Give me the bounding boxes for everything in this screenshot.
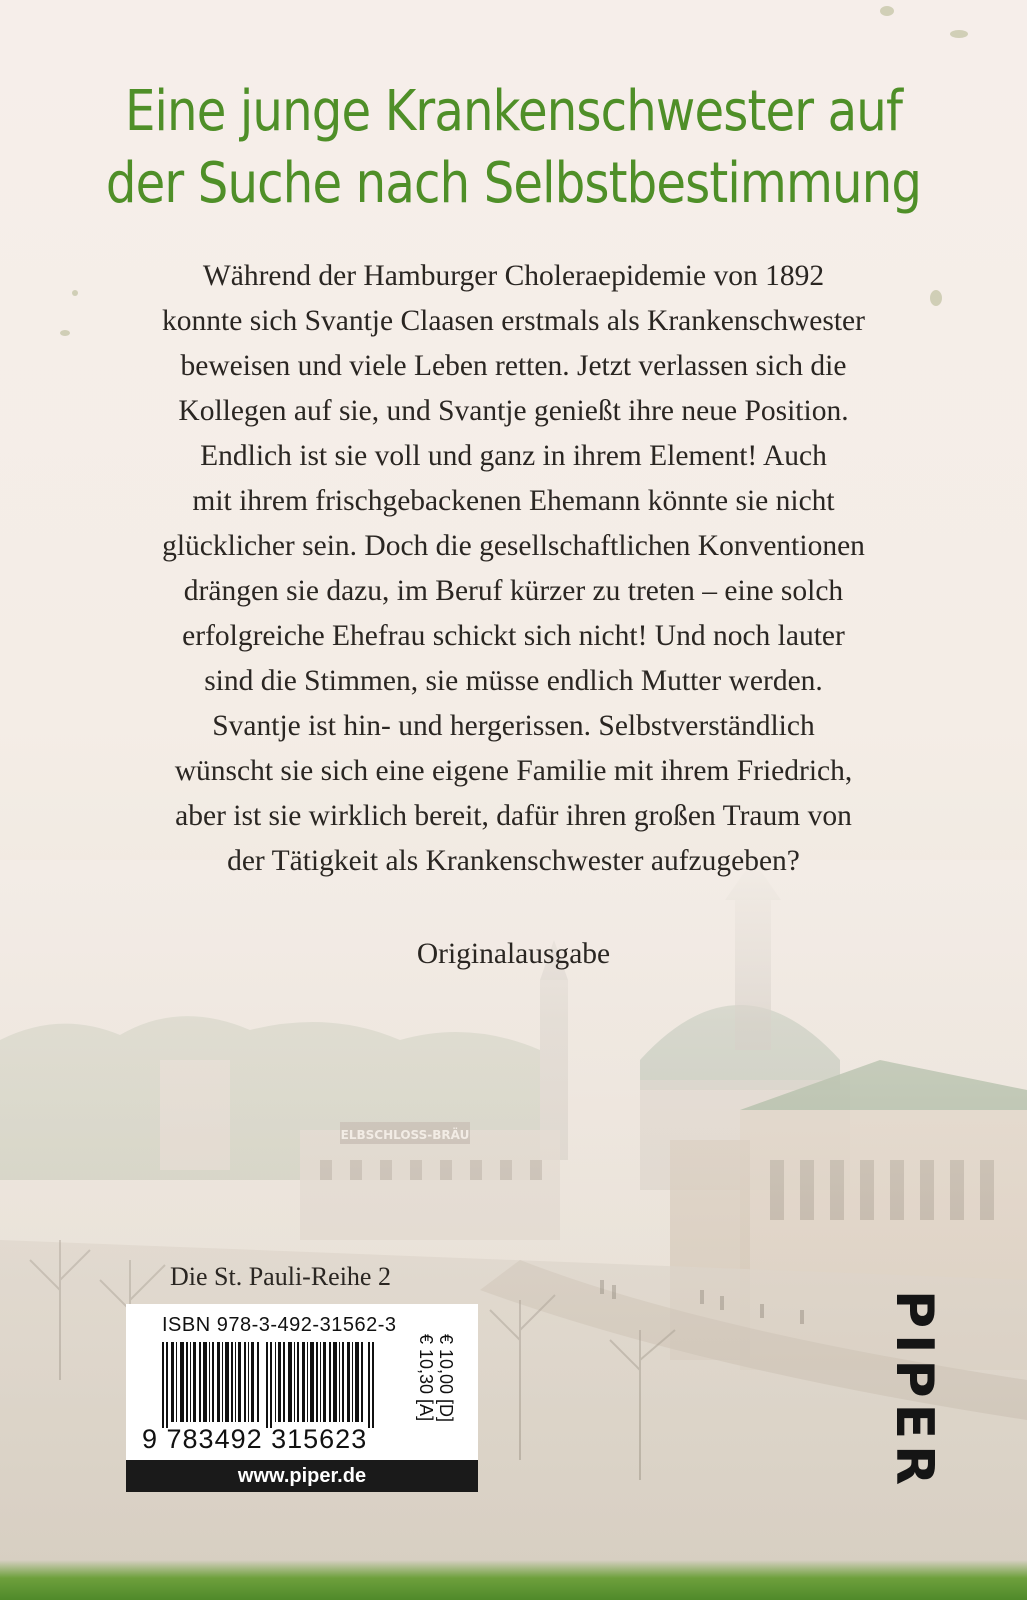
blurb-line: der Tätigkeit als Krankenschwester aufzugeben? [227,845,800,877]
blurb-line: konnte sich Svantje Claasen erstmals als Krankenschwester [162,305,865,337]
series-label: Die St. Pauli-Reihe 2 [170,1262,391,1291]
blurb-line: aber ist sie wirklich bereit, dafür ihren großen Traum von [175,800,852,832]
headline [72,76,955,220]
paper-speck [72,290,78,296]
blurb-line: wünscht sie sich eine eigene Familie mit ihrem Friedrich, [174,755,853,787]
headline-line: Eine junge Krankenschwester auf [124,79,903,144]
paper-speck [880,6,894,16]
barcode-panel [126,1304,478,1474]
blurb-line: glücklicher sein. Doch die gesellschaftlichen Konventionen [162,530,865,562]
publisher-website: www.piper.de [126,1460,478,1492]
blurb-line: Endlich ist sie voll und ganz in ihrem Element! Auch [200,440,827,472]
blurb-text [110,254,917,884]
barcode-digits: 9 783492 315623 [142,1424,368,1454]
blurb-line: Svantje ist hin- und hergerissen. Selbstverständlich [212,710,815,742]
blurb-line: sind die Stimmen, sie müsse endlich Mutter werden. [204,665,823,697]
grass-border [0,1560,1027,1600]
barcode-bars [162,1342,378,1428]
isbn-label: ISBN 978-3-492-31562-3 [162,1314,397,1336]
publisher-logo: PIPER [884,1290,944,1492]
blurb-line: Während der Hamburger Choleraepidemie von 1892 [202,260,825,292]
paper-speck [950,30,968,38]
headline-line: der Suche nach Selbstbestimmung [105,151,922,216]
price-labels [416,1334,472,1434]
price-de: € 10,00 [D] [436,1334,456,1423]
edition-label: Originalausgabe [416,938,611,970]
paper-speck [930,290,942,306]
price-at: € 10,30 [A] [416,1334,436,1422]
blurb-line: mit ihrem frischgebackenen Ehemann könnte sie nicht [192,485,835,517]
blurb-line: erfolgreiche Ehefrau schickt sich nicht! Und noch lauter [182,620,845,652]
blurb-line: beweisen und viele Leben retten. Jetzt verlassen sich die [180,350,847,382]
paper-speck [60,330,70,336]
blurb-line: Kollegen auf sie, und Svantje genießt ihre neue Position. [178,395,849,427]
blurb-line: drängen sie dazu, im Beruf kürzer zu treten – eine solch [183,575,844,607]
